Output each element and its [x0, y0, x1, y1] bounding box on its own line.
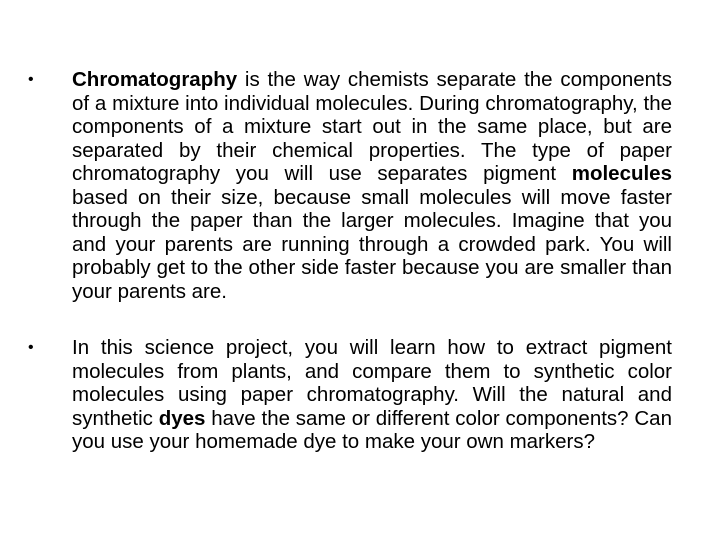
bullet-list	[28, 68, 672, 454]
term-molecules: molecules	[571, 162, 672, 185]
text-segment: In this science project, you will learn how to extract pigment molecules from plants, and compare them to synthetic color molecules using paper chromatography. Will the natural and synthetic	[72, 336, 672, 430]
bullet-item-science-project	[28, 336, 672, 454]
text-segment: have the same or different color components? Can you use your homemade dye to make your own markers?	[72, 406, 672, 453]
bullet-item-chromatography	[28, 68, 672, 303]
bullet-marker: •	[28, 71, 34, 88]
text-segment: is the way chemists separate the components of a mixture into individual molecules. During chromatography, the components of a mixture start out in the same place, but are separated by their chemical properties. The type of paper chromatography you will use separates pigment	[72, 68, 672, 185]
text-segment: based on their size, because small molecules will move faster through the paper than the larger molecules. Imagine that you and your parents are running through a crowded park. You will probably get to the other side faster because you are smaller than your parents are.	[72, 185, 672, 303]
bullet-marker: •	[28, 339, 34, 356]
term-chromatography: Chromatography	[72, 68, 238, 91]
bullet-text	[72, 336, 672, 453]
term-dyes: dyes	[158, 406, 206, 430]
bullet-text	[72, 68, 672, 303]
